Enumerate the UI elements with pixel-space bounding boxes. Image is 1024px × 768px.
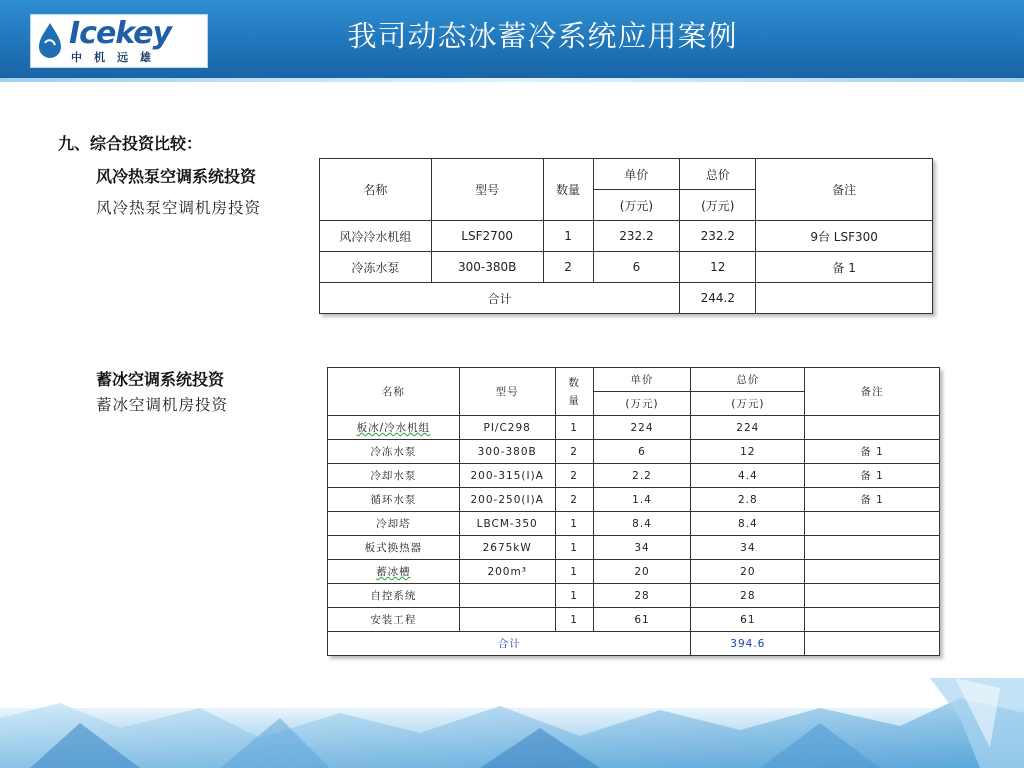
table-body — [328, 416, 940, 632]
cell-remark: 备 1 — [805, 464, 940, 488]
header-unit-sub: (万元) — [593, 190, 680, 221]
logo-subtext: 中机远雄 — [71, 51, 163, 64]
cell-total: 232.2 — [680, 221, 756, 252]
part2-subtitle: 蓄冰空调机房投资 — [96, 396, 229, 414]
cell-remark: 备 1 — [805, 488, 940, 512]
cell-unit: 8.4 — [593, 512, 691, 536]
sum-total: 244.2 — [680, 283, 756, 314]
table-row — [328, 464, 940, 488]
cell-remark: 9台 LSF300 — [756, 221, 933, 252]
table-row — [320, 252, 933, 283]
part2-title: 蓄冰空调系统投资 — [96, 370, 225, 389]
page-title: 我司动态冰蓄冷系统应用案例 — [347, 19, 738, 53]
cell-qty: 2 — [555, 488, 593, 512]
header-divider — [0, 78, 1024, 82]
header-bar — [0, 0, 1024, 78]
cell-unit: 28 — [593, 584, 691, 608]
cell-remark: 备 1 — [805, 440, 940, 464]
header-name: 名称 — [320, 159, 432, 221]
table-sum-row — [320, 283, 933, 314]
cell-qty: 1 — [555, 536, 593, 560]
cell-total: 2.8 — [691, 488, 805, 512]
cell-remark — [805, 584, 940, 608]
cell-total: 20 — [691, 560, 805, 584]
sum-remark — [756, 283, 933, 314]
cell-remark — [805, 416, 940, 440]
cell-qty: 2 — [555, 440, 593, 464]
header-total-price: 总价 — [691, 368, 805, 392]
table-row — [328, 536, 940, 560]
ice-decoration-footer — [0, 678, 1024, 768]
cell-qty: 2 — [555, 464, 593, 488]
cell-name: 冷却水泵 — [328, 464, 460, 488]
header-qty: 数量 — [555, 368, 593, 416]
cell-model: LBCM-350 — [459, 512, 555, 536]
cell-model: 300-380B — [459, 440, 555, 464]
cell-qty: 1 — [543, 221, 593, 252]
cell-total: 12 — [680, 252, 756, 283]
cell-qty: 1 — [555, 608, 593, 632]
part1-title: 风冷热泵空调系统投资 — [96, 167, 257, 186]
cell-qty: 2 — [543, 252, 593, 283]
cell-name: 板冰/冷水机组 — [328, 416, 460, 440]
cell-total: 8.4 — [691, 512, 805, 536]
sum-label: 合计 — [328, 632, 691, 656]
cell-unit: 6 — [593, 440, 691, 464]
cell-unit: 6 — [593, 252, 680, 283]
cell-remark — [805, 608, 940, 632]
cell-qty: 1 — [555, 416, 593, 440]
cell-total: 28 — [691, 584, 805, 608]
header-remark: 备注 — [756, 159, 933, 221]
sum-label: 合计 — [320, 283, 680, 314]
logo-wordmark: Icekey — [69, 16, 172, 51]
header-unit-sub: (万元) — [593, 392, 691, 416]
cell-model: 2675kW — [459, 536, 555, 560]
cell-unit: 2.2 — [593, 464, 691, 488]
table-row — [328, 608, 940, 632]
header-unit-price: 单价 — [593, 159, 680, 190]
cell-unit: 34 — [593, 536, 691, 560]
cell-qty: 1 — [555, 560, 593, 584]
part1-subtitle: 风冷热泵空调机房投资 — [96, 199, 262, 217]
cell-total: 4.4 — [691, 464, 805, 488]
cell-name: 冷冻水泵 — [328, 440, 460, 464]
cell-qty: 1 — [555, 584, 593, 608]
cell-qty: 1 — [555, 512, 593, 536]
cell-unit: 224 — [593, 416, 691, 440]
table-row — [328, 512, 940, 536]
cell-model — [459, 584, 555, 608]
cell-unit: 1.4 — [593, 488, 691, 512]
cell-model — [459, 608, 555, 632]
header-qty: 数量 — [543, 159, 593, 221]
header-unit-price: 单价 — [593, 368, 691, 392]
cell-name: 蓄冰槽 — [328, 560, 460, 584]
cell-total: 34 — [691, 536, 805, 560]
sum-total: 394.6 — [691, 632, 805, 656]
cell-unit: 61 — [593, 608, 691, 632]
header-remark: 备注 — [805, 368, 940, 416]
air-cooled-investment-table — [319, 158, 933, 314]
table-header-row — [320, 159, 933, 190]
cell-total: 224 — [691, 416, 805, 440]
header-model: 型号 — [431, 159, 543, 221]
table-header-row — [328, 368, 940, 392]
cell-name: 板式换热器 — [328, 536, 460, 560]
table-row — [328, 560, 940, 584]
cell-model: 200-315(I)A — [459, 464, 555, 488]
cell-remark — [805, 536, 940, 560]
cell-unit: 20 — [593, 560, 691, 584]
ice-storage-investment-table — [327, 367, 940, 656]
header-model: 型号 — [459, 368, 555, 416]
cell-model: 300-380B — [431, 252, 543, 283]
cell-model: 200m³ — [459, 560, 555, 584]
cell-name: 风冷冷水机组 — [320, 221, 432, 252]
cell-unit: 232.2 — [593, 221, 680, 252]
table-row — [328, 440, 940, 464]
cell-total: 61 — [691, 608, 805, 632]
table-row — [328, 584, 940, 608]
cell-name: 安装工程 — [328, 608, 460, 632]
cell-total: 12 — [691, 440, 805, 464]
cell-name: 自控系统 — [328, 584, 460, 608]
cell-name: 冷却塔 — [328, 512, 460, 536]
header-total-sub: (万元) — [680, 190, 756, 221]
sum-remark — [805, 632, 940, 656]
header-total-price: 总价 — [680, 159, 756, 190]
cell-name: 循环水泵 — [328, 488, 460, 512]
header-total-sub: (万元) — [691, 392, 805, 416]
header-name: 名称 — [328, 368, 460, 416]
cell-remark: 备 1 — [756, 252, 933, 283]
cell-remark — [805, 512, 940, 536]
cell-model: 200-250(I)A — [459, 488, 555, 512]
table-row — [328, 488, 940, 512]
section-heading: 九、综合投资比较： — [58, 134, 203, 153]
cell-remark — [805, 560, 940, 584]
cell-name: 冷冻水泵 — [320, 252, 432, 283]
cell-model: LSF2700 — [431, 221, 543, 252]
cell-model: PI/C298 — [459, 416, 555, 440]
table-row — [320, 221, 933, 252]
table-row — [328, 416, 940, 440]
table-sum-row — [328, 632, 940, 656]
